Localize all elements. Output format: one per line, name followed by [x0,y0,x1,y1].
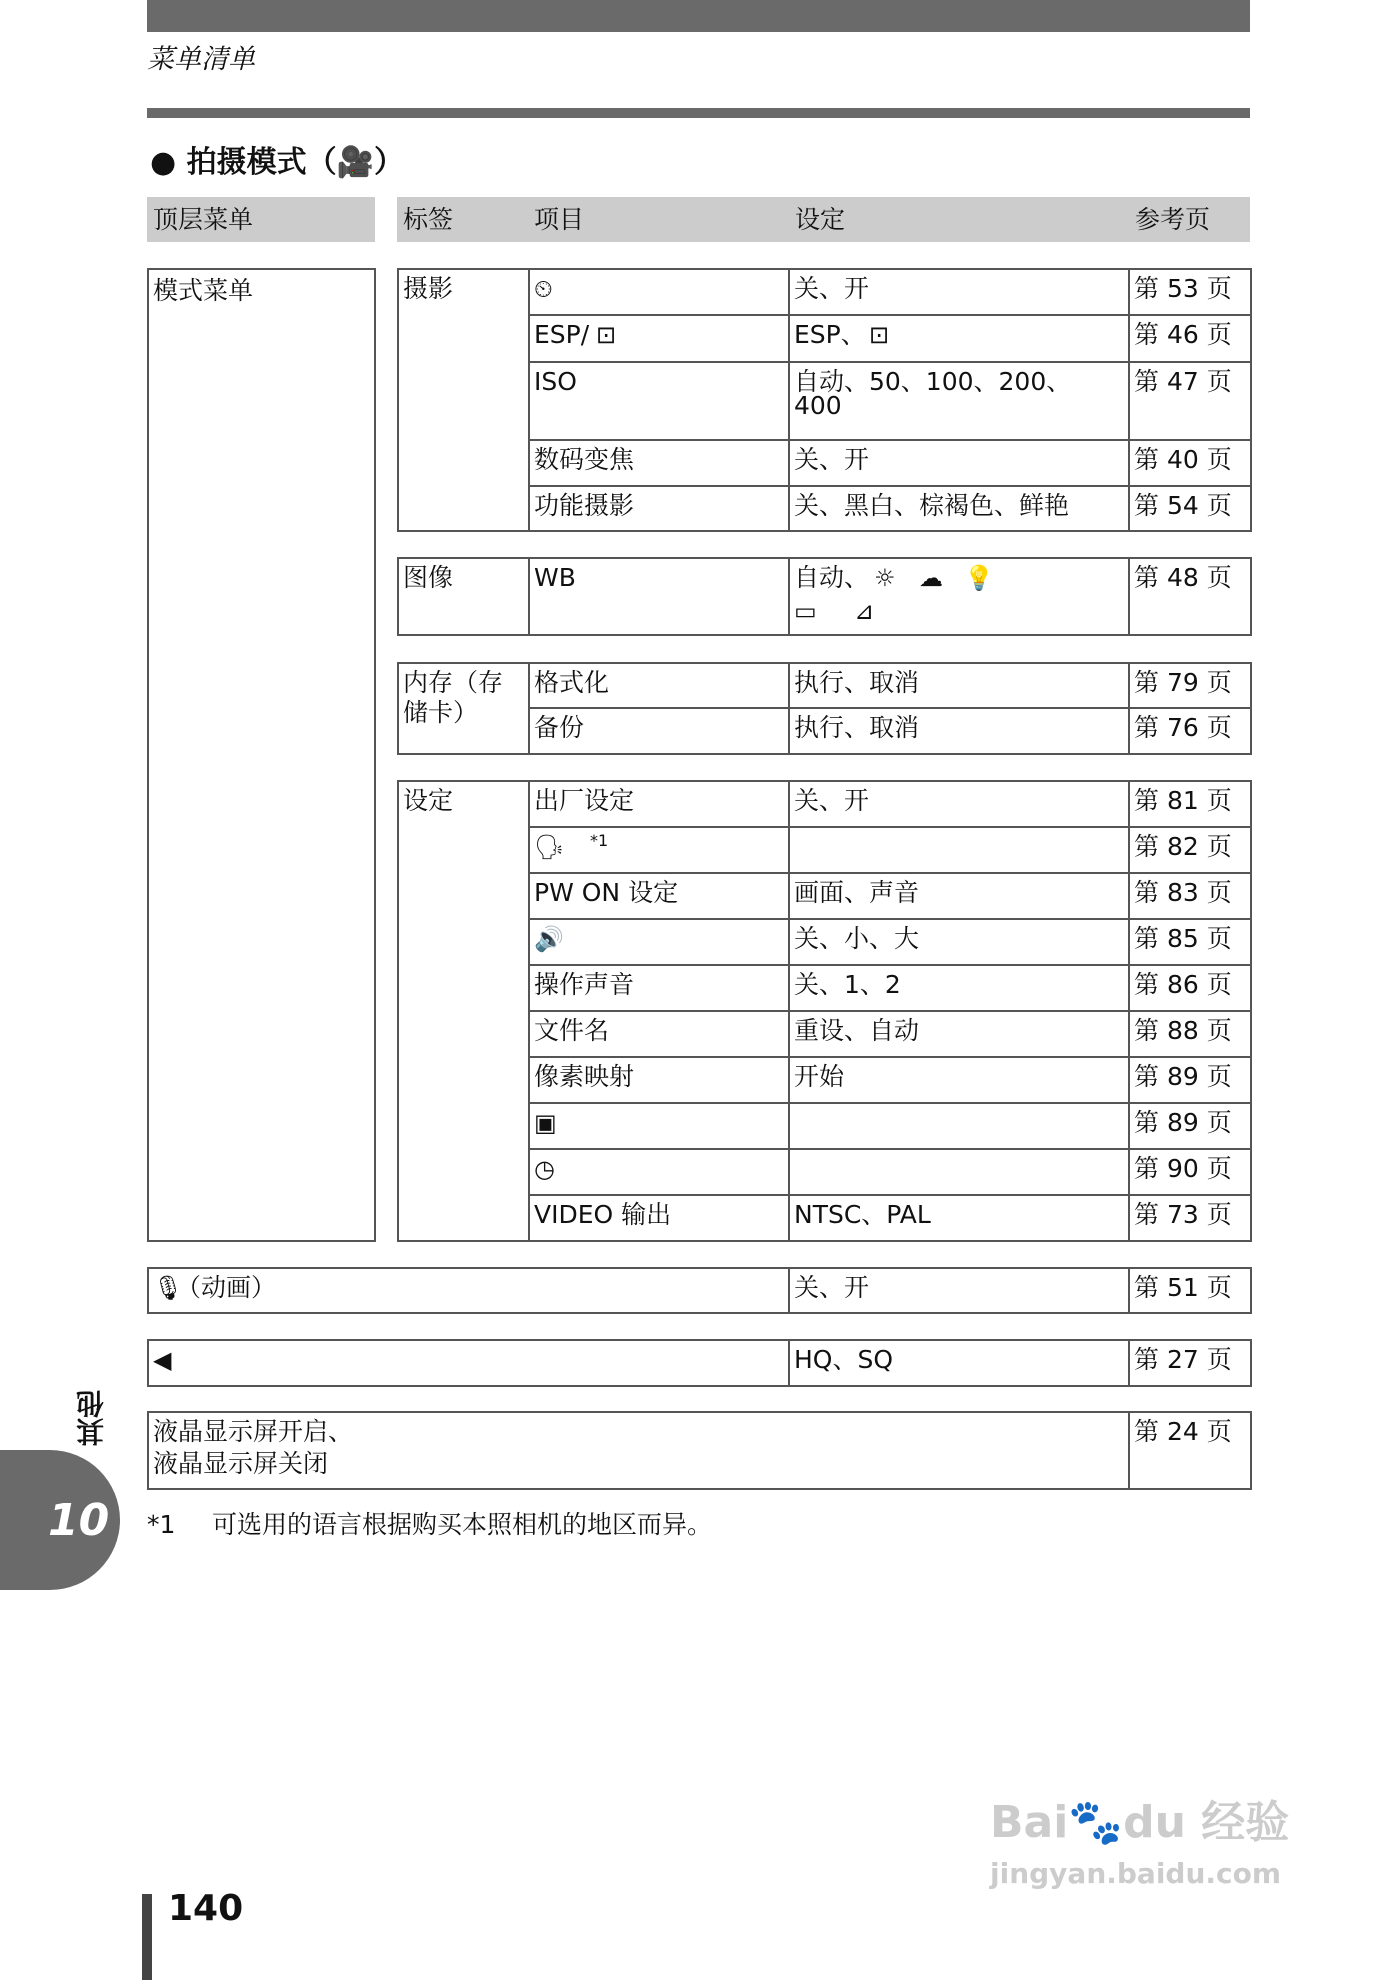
column-divider [1128,1411,1130,1488]
setting-value: HQ、SQ [794,1345,894,1374]
quality-icon: ◀ [153,1346,172,1374]
column-divider [528,557,530,634]
tab-label: 设定 [403,786,454,815]
setting-value: NTSC、PAL [794,1200,931,1229]
tab-label: 摄影 [403,274,454,303]
item-label: 数码变焦 [534,445,635,474]
bulb-icon: 💡 [964,564,994,592]
setting-value: 关、1、2 [794,970,901,999]
item-label: 操作声音 [534,970,635,999]
row-divider [528,872,1250,874]
watermark: Bai🐾du 经验 jingyan.baidu.com [990,1797,1290,1890]
page-ref: 第 81 页 [1134,786,1232,815]
cloud-icon: ☁ [919,564,943,592]
footnote-ref: *1 [590,831,609,850]
top-menu-box [147,268,376,1242]
page-ref: 第 24 页 [1134,1417,1232,1446]
bullet-icon: ● [150,145,177,180]
setting-value: 关、开 [794,786,870,815]
col-ref: 参考页 [1135,205,1211,234]
page-ref: 第 89 页 [1134,1108,1232,1137]
row-divider [528,314,1250,316]
page-ref: 第 73 页 [1134,1200,1232,1229]
chapter-number: 10 [48,1495,110,1546]
table-row [147,1339,1252,1387]
column-divider [788,268,790,530]
page-ref: 第 89 页 [1134,1062,1232,1091]
item-label: WB [534,563,576,592]
sun-icon: ☼ [874,564,896,592]
row-divider [528,439,1250,441]
row-divider [528,361,1250,363]
row-divider [528,485,1250,487]
page-ref: 第 83 页 [1134,878,1232,907]
setting-value: 关、开 [794,274,870,303]
column-divider [1128,268,1130,530]
column-divider [788,557,790,634]
top-menu-label: 模式菜单 [153,276,254,305]
tab-label: 内存（存 [403,668,504,697]
spot-meter-icon: ⊡ [596,321,617,349]
item-label: 液晶显示屏开启、 [153,1417,354,1446]
item-label: 文件名 [534,1016,610,1045]
microphone-icon: 🎙 [153,1274,184,1302]
row-divider [528,707,1250,709]
tab-label: 储卡） [403,698,479,727]
clock-icon: ◷ [534,1155,555,1183]
page-ref: 第 82 页 [1134,832,1232,861]
item-label: 格式化 [534,668,610,697]
chapter-label: 其他 [75,1390,108,1446]
col-item: 项目 [534,205,585,234]
item-label: VIDEO 输出 [534,1200,672,1229]
setting-value: 重设、自动 [794,1016,920,1045]
page-ref: 第 53 页 [1134,274,1232,303]
page-heading: ● 拍摄模式（🎥） [150,145,404,180]
speaker-icon: 🔊 [534,925,564,953]
page-ref: 第 86 页 [1134,970,1232,999]
page-ref: 第 88 页 [1134,1016,1232,1045]
spot-meter-icon: ⊡ [869,321,890,349]
column-divider [788,1267,790,1312]
row-divider [528,1056,1250,1058]
page-ref: 第 90 页 [1134,1154,1232,1183]
setting-value: 执行、取消 [794,668,920,697]
page-number: 140 [168,1888,244,1929]
item-label: 液晶显示屏关闭 [153,1449,329,1478]
page-ref: 第 47 页 [1134,367,1232,396]
language-icon: 🗣 [534,833,565,861]
setting-value: 关、小、大 [794,924,920,953]
setting-value: 开始 [794,1062,845,1091]
item-label: 出厂设定 [534,786,635,815]
row-divider [528,826,1250,828]
col-tab: 标签 [403,205,454,234]
page-number-bar [142,1894,152,1980]
setting-value: 关、黑白、棕褐色、鲜艳 [794,491,1070,520]
table-row [147,1267,1252,1314]
one-touch-wb-icon: ⊿ [854,597,875,625]
column-divider [788,1339,790,1385]
column-divider [1128,1267,1130,1312]
row-divider [528,1148,1250,1150]
column-divider [1128,557,1130,634]
setting-value: 400 [794,391,842,420]
tab-label: 图像 [403,563,454,592]
page-ref: 第 51 页 [1134,1273,1232,1302]
page-ref: 第 27 页 [1134,1345,1232,1374]
page-ref: 第 85 页 [1134,924,1232,953]
row-divider [528,1194,1250,1196]
page-ref: 第 76 页 [1134,713,1232,742]
item-label: ESP/ [534,320,590,349]
page-ref: 第 46 页 [1134,320,1232,349]
setting-value: 自动、50、100、200、 [794,367,1072,396]
page-ref: 第 54 页 [1134,491,1232,520]
col-top-menu: 顶层菜单 [153,205,254,234]
row-divider [528,964,1250,966]
setting-value: 关、开 [794,445,870,474]
divider-bar [147,108,1250,118]
footnote-text: 可选用的语言根据购买本照相机的地区而异。 [212,1510,713,1539]
footnote-mark: *1 [147,1510,176,1539]
item-label: 功能摄影 [534,491,635,520]
col-setting: 设定 [795,205,846,234]
page-ref: 第 48 页 [1134,563,1232,592]
section-title: 菜单清单 [147,44,255,75]
item-label: PW ON 设定 [534,878,679,907]
row-divider [528,918,1250,920]
page-ref: 第 40 页 [1134,445,1232,474]
movie-camera-icon: 🎥 [336,145,374,180]
monitor-brightness-icon: ▣ [534,1109,557,1137]
self-timer-icon: ⏲ [534,275,553,303]
setting-value: 关、开 [794,1273,870,1302]
setting-value: ESP、 [794,320,866,349]
column-divider [1128,1339,1130,1385]
item-label: ISO [534,367,577,396]
setting-value: 执行、取消 [794,713,920,742]
item-label: 像素映射 [534,1062,635,1091]
item-label: 备份 [534,713,585,742]
item-label: （动画） [176,1273,277,1302]
fluorescent-icon: ▭ [794,597,817,625]
top-bar [147,0,1250,32]
setting-value: 画面、声音 [794,878,920,907]
setting-value: 自动、 [794,563,870,592]
row-divider [528,1010,1250,1012]
column-divider [528,268,530,530]
row-divider [528,1102,1250,1104]
page-ref: 第 79 页 [1134,668,1232,697]
